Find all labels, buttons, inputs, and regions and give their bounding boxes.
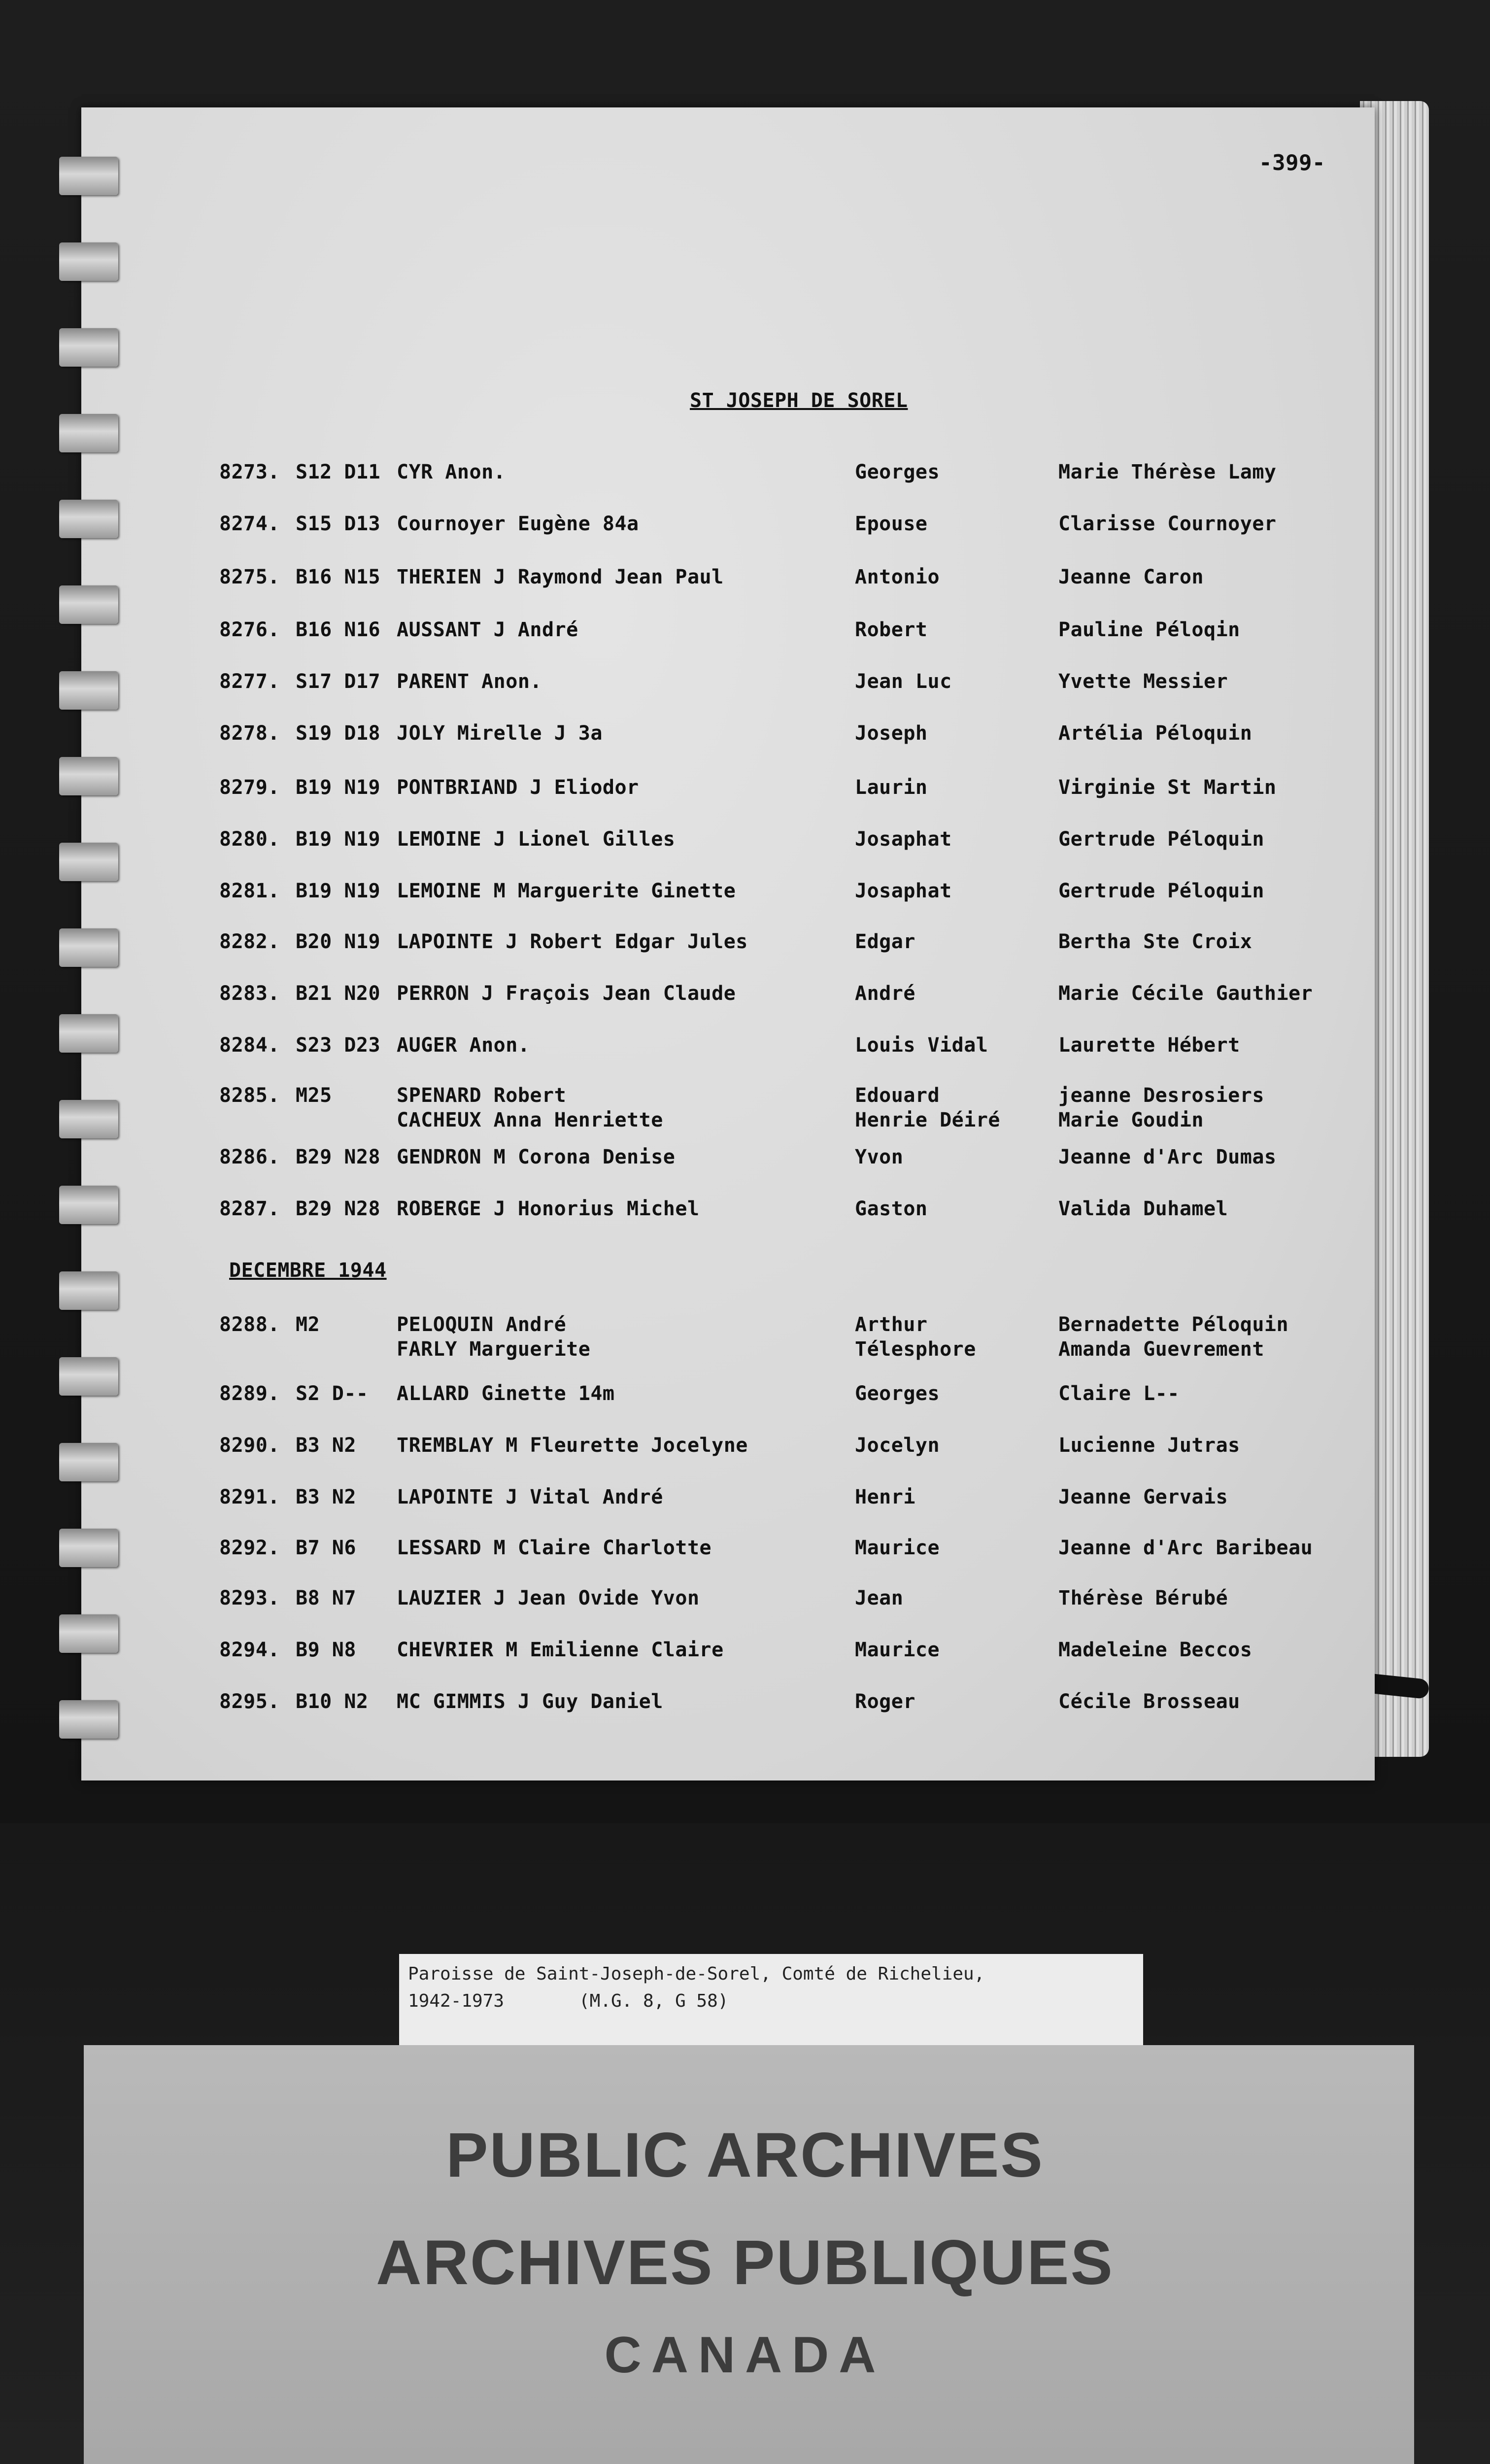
record-code: B19 N19 [296,828,381,851]
spiral-loop [59,1700,118,1739]
record-code: B29 N28 [296,1198,381,1220]
spiral-loop [59,1100,118,1138]
record-name: PELOQUIN André [397,1313,567,1336]
record-father: Laurin [855,776,928,799]
record-mother: Bertha Ste Croix [1058,930,1253,953]
record-name: ALLARD Ginette 14m [397,1382,615,1405]
record-mother: Marie Thérèse Lamy [1058,461,1277,483]
record-code: M2 [296,1313,320,1336]
plate-line-public-archives: PUBLIC ARCHIVES [446,2120,1044,2190]
record-mother: Lucienne Jutras [1058,1434,1240,1457]
spiral-loop [59,1529,118,1567]
record-number: 8291. [219,1486,280,1508]
record-code: B10 N2 [296,1690,369,1713]
record-father: Josaphat [855,880,952,902]
record-father: Jocelyn [855,1434,940,1457]
record-number: 8278. [219,722,280,745]
record-name: GENDRON M Corona Denise [397,1146,676,1168]
spiral-loop [59,757,118,795]
record-name: LAPOINTE J Vital André [397,1486,663,1508]
spiral-loop [59,843,118,881]
record-father: Georges [855,1382,940,1405]
record-mother: jeanne Desrosiers [1058,1084,1264,1107]
record-name: PERRON J Fraçois Jean Claude [397,982,736,1005]
reel-label-year: 1942-1973 [408,1991,505,2011]
record-mother: Madeleine Beccos [1058,1639,1253,1661]
record-mother-line2: Marie Goudin [1058,1109,1204,1131]
record-father-line2: Télesphore [855,1338,976,1361]
record-name-line2: CACHEUX Anna Henriette [397,1109,663,1131]
spiral-loop [59,1271,118,1310]
record-name: THERIEN J Raymond Jean Paul [397,566,724,588]
record-code: B3 N2 [296,1486,356,1508]
reel-label-line1: Paroisse de Saint-Joseph-de-Sorel, Comté de Richelieu, [408,1964,985,1984]
spiral-loop [59,157,118,195]
record-number: 8286. [219,1146,280,1168]
record-name: LESSARD M Claire Charlotte [397,1537,712,1559]
record-mother-line2: Amanda Guevrement [1058,1338,1264,1361]
record-code: S23 D23 [296,1034,381,1057]
record-number: 8289. [219,1382,280,1405]
record-number: 8290. [219,1434,280,1457]
record-name: LAPOINTE J Robert Edgar Jules [397,930,748,953]
record-number: 8274. [219,513,280,535]
spiral-loop [59,242,118,281]
record-code: B19 N19 [296,776,381,799]
record-mother: Bernadette Péloquin [1058,1313,1289,1336]
record-father: Roger [855,1690,915,1713]
record-mother: Marie Cécile Gauthier [1058,982,1313,1005]
record-number: 8283. [219,982,280,1005]
record-code: S2 D-- [296,1382,369,1405]
plate-line-archives-publiques: ARCHIVES PUBLIQUES [376,2227,1114,2298]
record-father: Edouard [855,1084,940,1107]
record-mother: Laurette Hébert [1058,1034,1240,1057]
record-code: B9 N8 [296,1639,356,1661]
record-number: 8295. [219,1690,280,1713]
record-mother: Jeanne d'Arc Dumas [1058,1146,1277,1168]
record-number: 8287. [219,1198,280,1220]
record-father: Maurice [855,1639,940,1661]
spiral-loop [59,928,118,967]
page-heading: ST JOSEPH DE SOREL [690,389,908,412]
record-father: Louis Vidal [855,1034,988,1057]
record-father: Joseph [855,722,928,745]
spiral-loop [59,328,118,367]
record-code: M25 [296,1084,332,1107]
plate-line-canada: CANADA [604,2327,886,2384]
record-code: B19 N19 [296,880,381,902]
spiral-loop [59,414,118,452]
record-name: CHEVRIER M Emilienne Claire [397,1639,724,1661]
page-number: -399- [1259,150,1325,175]
record-number: 8284. [219,1034,280,1057]
record-name: AUGER Anon. [397,1034,530,1057]
record-code: B20 N19 [296,930,381,953]
record-father: Epouse [855,513,928,535]
record-code: B21 N20 [296,982,381,1005]
record-father: Josaphat [855,828,952,851]
record-name: LEMOINE M Marguerite Ginette [397,880,736,902]
record-number: 8288. [219,1313,280,1336]
spiral-loop [59,1357,118,1396]
record-mother: Jeanne d'Arc Baribeau [1058,1537,1313,1559]
record-father: Jean [855,1587,904,1609]
record-name: Cournoyer Eugène 84a [397,513,639,535]
record-code: S19 D18 [296,722,381,745]
record-mother: Jeanne Gervais [1058,1486,1228,1508]
record-mother: Cécile Brosseau [1058,1690,1240,1713]
record-code: S12 D11 [296,461,381,483]
record-code: S17 D17 [296,670,381,693]
record-father-line2: Henrie Déiré [855,1109,1000,1131]
record-father: André [855,982,915,1005]
record-mother: Valida Duhamel [1058,1198,1228,1220]
spiral-loop [59,1186,118,1224]
record-mother: Thérèse Bérubé [1058,1587,1228,1609]
record-mother: Pauline Péloqin [1058,618,1240,641]
record-number: 8275. [219,566,280,588]
record-mother: Yvette Messier [1058,670,1228,693]
record-code: S15 D13 [296,513,381,535]
record-number: 8285. [219,1084,280,1107]
record-code: B8 N7 [296,1587,356,1609]
record-mother: Artélia Péloquin [1058,722,1253,745]
record-code: B16 N16 [296,618,381,641]
spiral-loop [59,671,118,710]
record-number: 8292. [219,1537,280,1559]
record-number: 8293. [219,1587,280,1609]
record-name: LAUZIER J Jean Ovide Yvon [397,1587,700,1609]
record-mother: Virginie St Martin [1058,776,1277,799]
record-name: CYR Anon. [397,461,506,483]
record-number: 8273. [219,461,280,483]
spiral-loop [59,1443,118,1481]
month-heading: DECEMBRE 1944 [229,1259,387,1282]
record-code: B3 N2 [296,1434,356,1457]
record-name: ROBERGE J Honorius Michel [397,1198,700,1220]
record-father: Jean Luc [855,670,952,693]
spiral-loop [59,1614,118,1653]
record-father: Arthur [855,1313,928,1336]
record-name-line2: FARLY Marguerite [397,1338,591,1361]
record-father: Robert [855,618,928,641]
record-father: Edgar [855,930,915,953]
record-code: B29 N28 [296,1146,381,1168]
record-number: 8280. [219,828,280,851]
record-mother: Clarisse Cournoyer [1058,513,1277,535]
spiral-loop [59,585,118,624]
record-number: 8281. [219,880,280,902]
record-father: Georges [855,461,940,483]
record-number: 8276. [219,618,280,641]
record-name: PARENT Anon. [397,670,542,693]
record-code: B7 N6 [296,1537,356,1559]
record-father: Gaston [855,1198,928,1220]
record-number: 8294. [219,1639,280,1661]
record-name: LEMOINE J Lionel Gilles [397,828,676,851]
record-name: SPENARD Robert [397,1084,567,1107]
record-number: 8277. [219,670,280,693]
record-name: MC GIMMIS J Guy Daniel [397,1690,663,1713]
record-mother: Jeanne Caron [1058,566,1204,588]
reel-label-reference: (M.G. 8, G 58) [579,1991,729,2011]
record-number: 8282. [219,930,280,953]
record-father: Yvon [855,1146,904,1168]
record-father: Antonio [855,566,940,588]
record-father: Maurice [855,1537,940,1559]
record-name: AUSSANT J André [397,618,578,641]
record-name: JOLY Mirelle J 3a [397,722,603,745]
record-name: TREMBLAY M Fleurette Jocelyne [397,1434,748,1457]
record-father: Henri [855,1486,915,1508]
record-name: PONTBRIAND J Eliodor [397,776,639,799]
record-mother: Gertrude Péloquin [1058,880,1264,902]
spiral-loop [59,1014,118,1053]
record-number: 8279. [219,776,280,799]
record-code: B16 N15 [296,566,381,588]
spiral-loop [59,500,118,538]
record-mother: Gertrude Péloquin [1058,828,1264,851]
record-mother: Claire L-- [1058,1382,1180,1405]
